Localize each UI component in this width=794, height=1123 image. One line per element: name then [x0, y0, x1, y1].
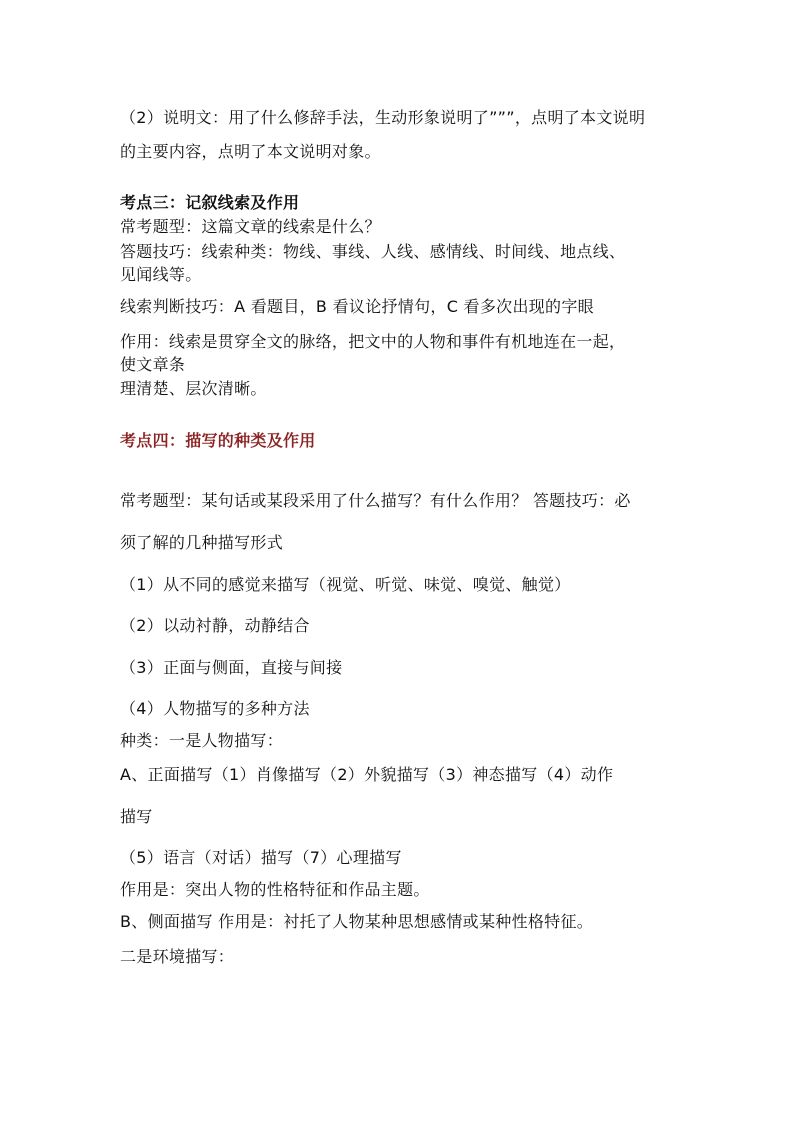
text-line: 理清楚、层次清晰。	[120, 379, 267, 398]
text-line: 二是环境描写：	[120, 947, 235, 966]
text-line: 描写	[120, 807, 153, 826]
text-line: （2）说明文：用了什么修辞手法，生动形象说明了”””，点明了本文说明	[120, 108, 646, 127]
text-line: 常考题型：这篇文章的线索是什么？	[120, 217, 381, 236]
text-line: 见闻线等。	[120, 265, 202, 284]
text-line: 线索判断技巧：A 看题目，B 看议论抒情句，C 看多次出现的字眼	[120, 297, 594, 316]
text-line: 常考题型：某句话或某段采用了什么描写？有什么作用？ 答题技巧：必	[120, 491, 631, 510]
section-heading-3: 考点三：记叙线索及作用	[120, 193, 300, 212]
text-line: （5）语言（对话）描写（7）心理描写	[120, 848, 402, 867]
text-line: 作用：线索是贯穿全文的脉络，把文中的人物和事件有机地连在一起，	[120, 332, 626, 351]
list-item: （1）从不同的感觉来描写（视觉、听觉、味觉、嗅觉、触觉）	[120, 575, 571, 594]
text-line: 答题技巧：线索种类：物线、事线、人线、感情线、时间线、地点线、	[120, 242, 626, 261]
text-line: 使文章条	[120, 355, 186, 374]
text-line: 作用是：突出人物的性格特征和作品主题。	[120, 880, 430, 899]
list-item: （3）正面与侧面，直接与间接	[120, 658, 343, 677]
text-line: 的主要内容，点明了本文说明对象。	[120, 142, 381, 161]
text-line: B、侧面描写 作用是：衬托了人物某种思想感情或某种性格特征。	[120, 912, 594, 931]
section-heading-4: 考点四：描写的种类及作用	[120, 431, 316, 450]
list-item: （4）人物描写的多种方法	[120, 699, 310, 718]
text-line: 须了解的几种描写形式	[120, 533, 284, 552]
list-item: （2）以动衬静，动静结合	[120, 616, 310, 635]
text-line: A、正面描写（1）肖像描写（2）外貌描写（3）神态描写（4）动作	[120, 765, 614, 784]
text-line: 种类：一是人物描写：	[120, 731, 284, 750]
